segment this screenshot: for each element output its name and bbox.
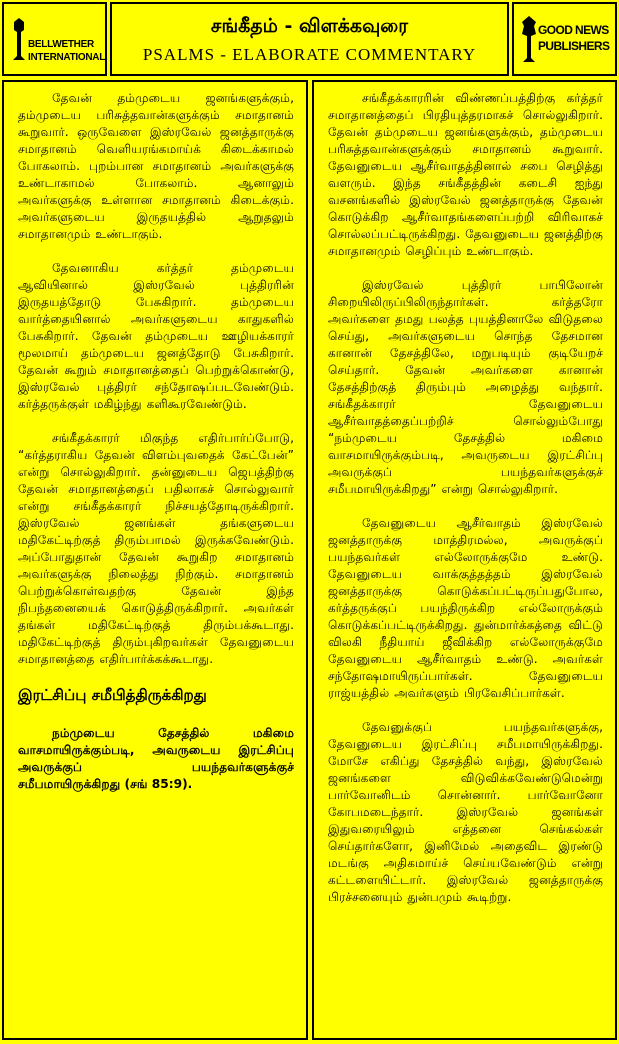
section-heading: இரட்சிப்பு சமீபித்திருக்கிறது — [18, 686, 207, 704]
left-column — [2, 80, 308, 1040]
good-news-emblem-icon — [520, 14, 538, 64]
logo-left-line-1: BELLWETHER — [28, 39, 94, 50]
left-paragraph-3: சங்கீதக்காரர் மிகுந்த எதிர்பார்ப்போடு, “கர்த்தராகிய தேவன் விளம்புவதைக் கேட்பேன்” என்று சொல்லுகிறார். தன்னுடைய ஜெபத்திற்கு தேவன் சமாதானத்தைப் பதிலாகச் சொல்லுவார் என்று சங்கீதக்காரர் நிச்சயத்தோடிருக்கிறார். இஸ்ரவேல் ஜனங்கள் தங்களுடைய மதிகேட்டிற்குத் திரும்பாமல் இருக்கவேண்டும். அப்போதுதான் தேவன் கூறுகிற சமாதானம் அவர்களுக்கு நிலைத்து நிற்கும். சமாதானம் பெற்றுக்கொள்வதற்கு தேவன் இந்த நிபந்தனையைக் கொடுத்திருக்கிறார். அவர்கள் தங்கள் மதிகேட்டிற்குத் திரும்பக்கூடாது. மதிகேட்டிற்குத் திரும்புகிறவர்கள் தேவனுடைய சமாதானத்தை எதிர்பார்க்கக்கூடாது. — [18, 431, 294, 666]
bellwether-emblem-icon — [12, 16, 26, 62]
page-title-english: PSALMS - ELABORATE COMMENTARY — [142, 45, 477, 64]
header — [2, 2, 617, 76]
scripture-quote: நம்முடைய தேசத்தில் மகிமை வாசமாயிருக்கும்படி, அவருடைய இரட்சிப்பு அவருக்குப் பயந்தவர்களுக்குச் சமீபமாயிருக்கிறது (சங் 85:9). — [18, 726, 294, 791]
page-title-tamil: சங்கீதம் - விளக்கவுரை — [210, 15, 409, 37]
right-paragraph-1: சங்கீதக்காரரின் விண்ணப்பத்திற்கு கர்த்தர் சமாதானத்தைப் பிரதியுத்தரமாகச் சொல்லுகிறார். தேவன் தம்முடைய ஜனங்களுக்கும், தம்முடைய பரிசுத்தவான்களுக்கும் சமாதானம் கூறுவார். தேவனுடைய ஆசீர்வாதத்தினால் சபை செழித்து வளரும். இந்த சங்கீதத்தின் கடைசி ஐந்து வசனங்களில் இஸ்ரவேல் ஜனத்தாருக்கு தேவன் கொடுக்கிற ஆசீர்வாதங்களைப்பற்றி விரிவாகச் சொல்லப்பட்டிருக்கிறது. தேவனுடைய ஜனத்திற்கு சமாதானமும் செழிப்பும் உண்டாகும். — [328, 91, 603, 258]
left-paragraph-2: தேவனாகிய கர்த்தர் தம்முடைய ஆவியினால் இஸ்ரவேல் புத்திரரின் இருதயத்தோடு பேசுகிறார். தம்முடைய வார்த்தையினால் அவர்களுடைய காதுகளில் பேசுகிறார். தேவன் தம்முடைய ஊழியக்காரர் மூலமாய் தம்முடைய ஜனத்தோடு பேசுகிறார். தேவன் கூறும் சமாதானத்தைப் பெற்றுக்கொண்டு, இஸ்ரவேல் புத்திரர் சந்தோஷப்படவேண்டும். கர்த்தருக்குள் மகிழ்ந்து களிகூரவேண்டும். — [18, 261, 294, 411]
good-news-logo — [512, 2, 617, 76]
right-paragraph-2: இஸ்ரவேல் புத்திரர் பாபிலோன் சிறையிலிருப்பிலிருந்தார்கள். கர்த்தரோ அவர்களை தமது பலத்த புயத்தினாலே விடுதலை செய்து, அவர்களுடைய சொந்த தேசமான கானான் தேசத்திலே, மறுபடியும் குடியேறச் செய்தார். தேவன் அவர்களை கானான் தேசத்திற்குத் திரும்பும் அழைத்து வந்தார். சங்கீதக்காரர் தேவனுடைய ஆசீர்வாதத்தைப்பற்றிச் சொல்லும்போது “நம்முடைய தேசத்தில் மகிமை வாசமாயிருக்கும்படி, அவருடைய இரட்சிப்பு அவருக்குப் பயந்தவர்களுக்குச் சமீபமாயிருக்கிறது” என்று சொல்லுகிறார். — [328, 278, 603, 496]
right-paragraph-3: தேவனுடைய ஆசீர்வாதம் இஸ்ரவேல் ஜனத்தாருக்கு மாத்திரமல்ல, அவருக்குப் பயந்தவர்கள் எல்லோருக்குமே உண்டு. தேவனுடைய வாக்குத்தத்தம் இஸ்ரவேல் ஜனத்தாருக்கு கொடுக்கப்பட்டிருப்பதுபோல, கர்த்தருக்குப் பயந்திருக்கிற எல்லோருக்கும் கொடுக்கப்பட்டிருக்கிறது. துன்மார்க்கத்தை விட்டு விலகி நீதியாய் ஜீவிக்கிற எல்லோருக்குமே தேவனுடைய ஆசீர்வாதம் உண்டு. அவர்கள் சந்தோஷமாயிருப்பார்கள். தேவனுடைய ராஜ்யத்தில் அவர்களும் பிரவேசிப்பார்கள். — [328, 516, 603, 700]
left-paragraph-1: தேவன் தம்முடைய ஜனங்களுக்கும், தம்முடைய பரிசுத்தவான்களுக்கும் சமாதானம் கூறுவார். ஒருவேளை இஸ்ரவேல் ஜனத்தாருக்கு சமாதானம் வெளியரங்கமாய்க் கிடைக்காமல் போகலாம். புறம்பான சமாதானம் அவர்களுக்கு உண்டாகாமல் போகலாம். ஆனாலும் அவர்களுக்கு உள்ளான சமாதானம் கிடைக்கும். அவர்களுடைய இருதயத்தில் ஆறுதலும் சமாதானமும் உண்டாகும். — [18, 91, 294, 241]
right-paragraph-4: தேவனுக்குப் பயந்தவர்களுக்கு, தேவனுடைய இரட்சிப்பு சமீபமாயிருக்கிறது. மோசே எகிப்து தேசத்தில் வந்து, இஸ்ரவேல் ஜனங்களை விடுவிக்கவேண்டுமென்று பார்வோனிடம் சொன்னார். பார்வோனோ கோபமடைந்தார். இஸ்ரவேல் ஜனங்கள் இதுவரையிலும் எத்தனை செங்கல்கள் செய்தார்களோ, இனிமேல் அதைவிட இரண்டு மடங்கு அதிகமாய்ச் செய்யவேண்டும் என்று கட்டளையிட்டார். இஸ்ரவேல் ஜனத்தாருக்கு பிரச்சனையும் துன்பமும் கூடிற்று. — [328, 720, 603, 904]
logo-right-line-1: GOOD NEWS — [538, 23, 609, 37]
right-column — [312, 80, 617, 1040]
bellwether-logo — [2, 2, 107, 76]
logo-left-line-2: INTERNATIONAL — [28, 52, 106, 63]
logo-right-line-2: PUBLISHERS — [538, 39, 610, 53]
title-box — [110, 2, 509, 76]
